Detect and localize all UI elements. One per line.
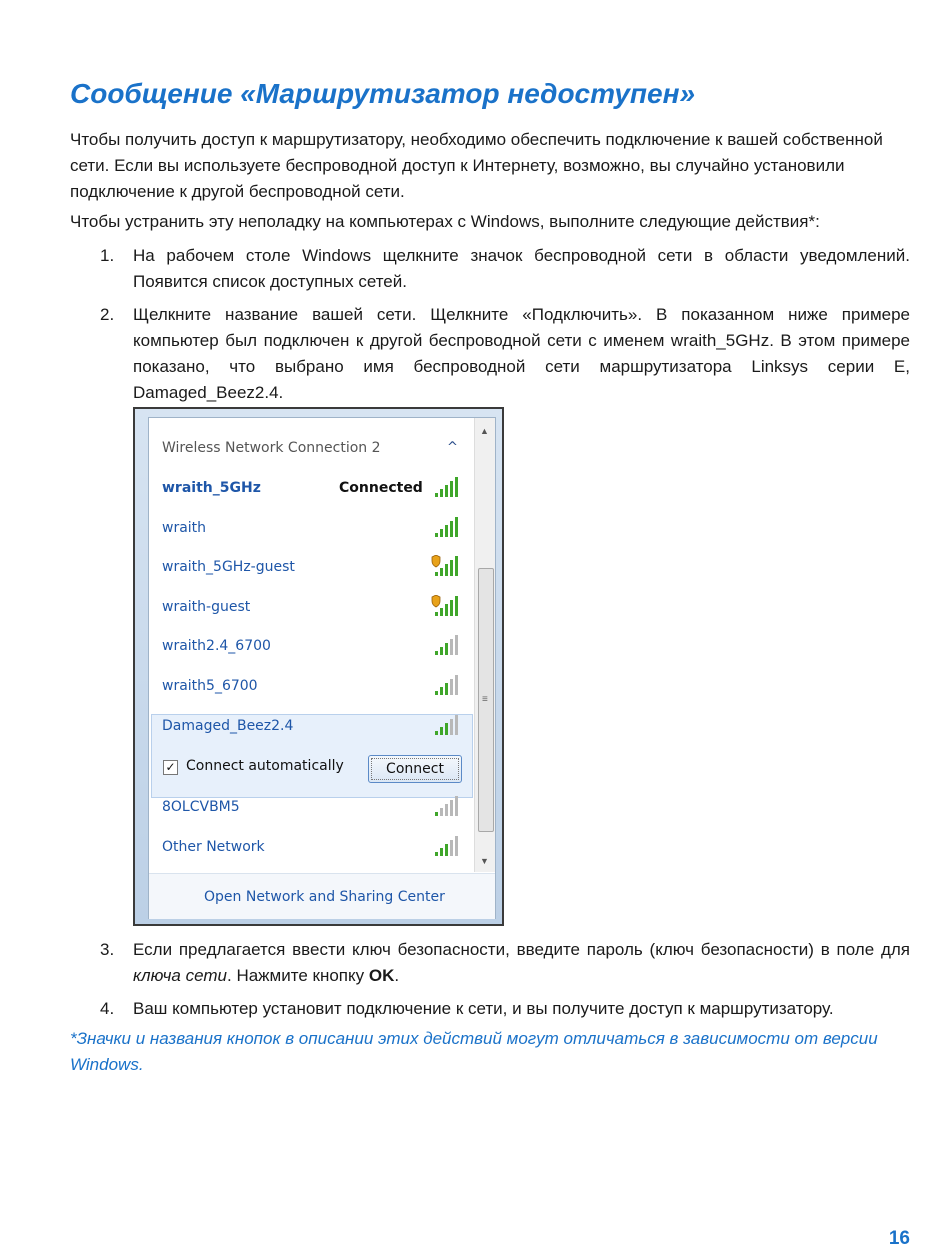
step-text: На рабочем столе Windows щелкните значок беспроводной сети в области уведомлений. Появится список доступных сетей. (133, 246, 910, 291)
signal-bar (450, 521, 453, 537)
signal-bar (445, 643, 448, 655)
signal-bar (450, 800, 453, 816)
step-text-part: . (394, 966, 400, 985)
step-item (70, 243, 910, 295)
step-number: 4. (100, 999, 115, 1018)
network-name[interactable]: wraith_5GHz-guest (162, 559, 295, 575)
signal-bar (450, 560, 453, 576)
step-item (70, 996, 910, 1022)
signal-bar (445, 525, 448, 537)
connect-button[interactable] (368, 755, 462, 783)
footnote: *Значки и названия кнопок в описании этих действий могут отличаться в зависимости от версии Windows. (70, 1029, 878, 1074)
signal-bar (435, 852, 438, 856)
signal-bar (440, 489, 443, 497)
step-number: 3. (100, 940, 115, 959)
security-shield-icon (432, 595, 440, 607)
signal-strength-icon (431, 674, 459, 696)
signal-bar (455, 477, 458, 497)
scroll-down-icon[interactable]: ▼ (480, 856, 489, 866)
signal-bar (455, 517, 458, 537)
signal-bar (450, 679, 453, 695)
step-item (70, 302, 910, 406)
lead-paragraph: Чтобы устранить эту неполадку на компьютерах с Windows, выполните следующие действия*: (70, 212, 820, 231)
connection-header: Wireless Network Connection 2 (162, 440, 381, 456)
connection-status: Connected (339, 480, 423, 496)
signal-bar (455, 556, 458, 576)
signal-bar (445, 723, 448, 735)
signal-bar (455, 675, 458, 695)
connect-button-label: Connect (386, 761, 444, 777)
connect-automatically-checkbox[interactable]: ✓ (163, 760, 178, 775)
network-name[interactable]: wraith-guest (162, 599, 251, 615)
step-number: 2. (100, 305, 115, 324)
step-item (70, 937, 910, 989)
popup-footer (149, 873, 495, 919)
signal-bar (435, 612, 438, 616)
scrollbar[interactable] (474, 418, 495, 872)
steps-list (70, 243, 910, 413)
signal-strength-icon (431, 516, 459, 538)
collapse-chevron-icon[interactable]: ^ (447, 440, 458, 455)
signal-strength-icon (431, 634, 459, 656)
signal-bar (435, 533, 438, 537)
network-name[interactable]: wraith (162, 520, 207, 536)
signal-bar (455, 596, 458, 616)
security-shield-icon (432, 555, 440, 567)
step-text (133, 940, 910, 985)
signal-bar (455, 715, 458, 735)
signal-bar (445, 564, 448, 576)
step-number: 1. (100, 246, 115, 265)
signal-bar (435, 651, 438, 655)
signal-bar (435, 731, 438, 735)
signal-bar (440, 529, 443, 537)
network-list (149, 418, 474, 872)
signal-bar (455, 796, 458, 816)
grip-icon: ≡ (482, 694, 488, 705)
signal-bar (450, 481, 453, 497)
signal-strength-icon (431, 595, 459, 617)
popup-panel (148, 417, 496, 919)
ok-button-name: OK (368, 966, 395, 985)
signal-bar (450, 840, 453, 856)
signal-bar (455, 836, 458, 856)
signal-bar (445, 804, 448, 816)
steps-list-continued (70, 937, 910, 1029)
field-name-italic: ключа сети (133, 966, 227, 985)
network-name[interactable]: wraith2.4_6700 (162, 638, 271, 654)
signal-strength-icon (431, 835, 459, 857)
step-text-part: . Нажмите кнопку (227, 966, 369, 985)
network-name[interactable]: 8OLCVBM5 (162, 799, 240, 815)
signal-bar (445, 485, 448, 497)
network-sharing-center-link[interactable]: Open Network and Sharing Center (204, 889, 445, 905)
connect-automatically-label: Connect automatically (186, 758, 344, 774)
signal-strength-icon (431, 795, 459, 817)
page-number: 16 (888, 1228, 910, 1249)
signal-bar (450, 639, 453, 655)
signal-bar (440, 687, 443, 695)
signal-bar (440, 727, 443, 735)
signal-bar (450, 719, 453, 735)
signal-bar (440, 808, 443, 816)
network-name[interactable]: Other Network (162, 839, 265, 855)
step-text: Ваш компьютер установит подключение к сети, и вы получите доступ к маршрутизатору. (133, 999, 834, 1018)
step-text-part: Если предлагается ввести ключ безопасности, введите пароль (ключ безопасности) в поле для (133, 940, 910, 959)
signal-bar (455, 635, 458, 655)
step-text: Щелкните название вашей сети. Щелкните «Подключить». В показанном ниже примере компьютер был подключен к другой беспроводной сети с именем wraith_5GHz. В этом примере показано, что выбрано имя беспроводной сети маршрутизатора Linksys серии E, Damaged_Beez2.4. (133, 305, 910, 402)
signal-bar (435, 572, 438, 576)
signal-bar (440, 608, 443, 616)
network-name[interactable]: wraith_5GHz (162, 480, 261, 496)
wireless-networks-screenshot (133, 407, 504, 926)
button-focus-ring (371, 758, 459, 780)
popup-frame (135, 409, 502, 924)
signal-strength-icon (431, 476, 459, 498)
signal-bar (435, 812, 438, 816)
network-name[interactable]: wraith5_6700 (162, 678, 258, 694)
signal-bar (440, 647, 443, 655)
signal-bar (440, 568, 443, 576)
signal-bar (445, 683, 448, 695)
signal-strength-icon (431, 555, 459, 577)
signal-bar (445, 604, 448, 616)
signal-bar (445, 844, 448, 856)
page-title: Сообщение «Маршрутизатор недоступен» (70, 78, 696, 109)
scrollbar-thumb[interactable] (478, 568, 494, 832)
signal-bar (435, 691, 438, 695)
signal-bar (450, 600, 453, 616)
scroll-up-icon[interactable]: ▲ (480, 426, 489, 436)
signal-strength-icon (431, 714, 459, 736)
signal-bar (440, 848, 443, 856)
intro-paragraph: Чтобы получить доступ к маршрутизатору, необходимо обеспечить подключение к вашей собственной сети. Если вы используете беспроводной доступ к Интернету, возможно, вы случайно установили подключение к другой беспроводной сети. (70, 130, 883, 201)
network-name[interactable]: Damaged_Beez2.4 (162, 718, 294, 734)
signal-bar (435, 493, 438, 497)
